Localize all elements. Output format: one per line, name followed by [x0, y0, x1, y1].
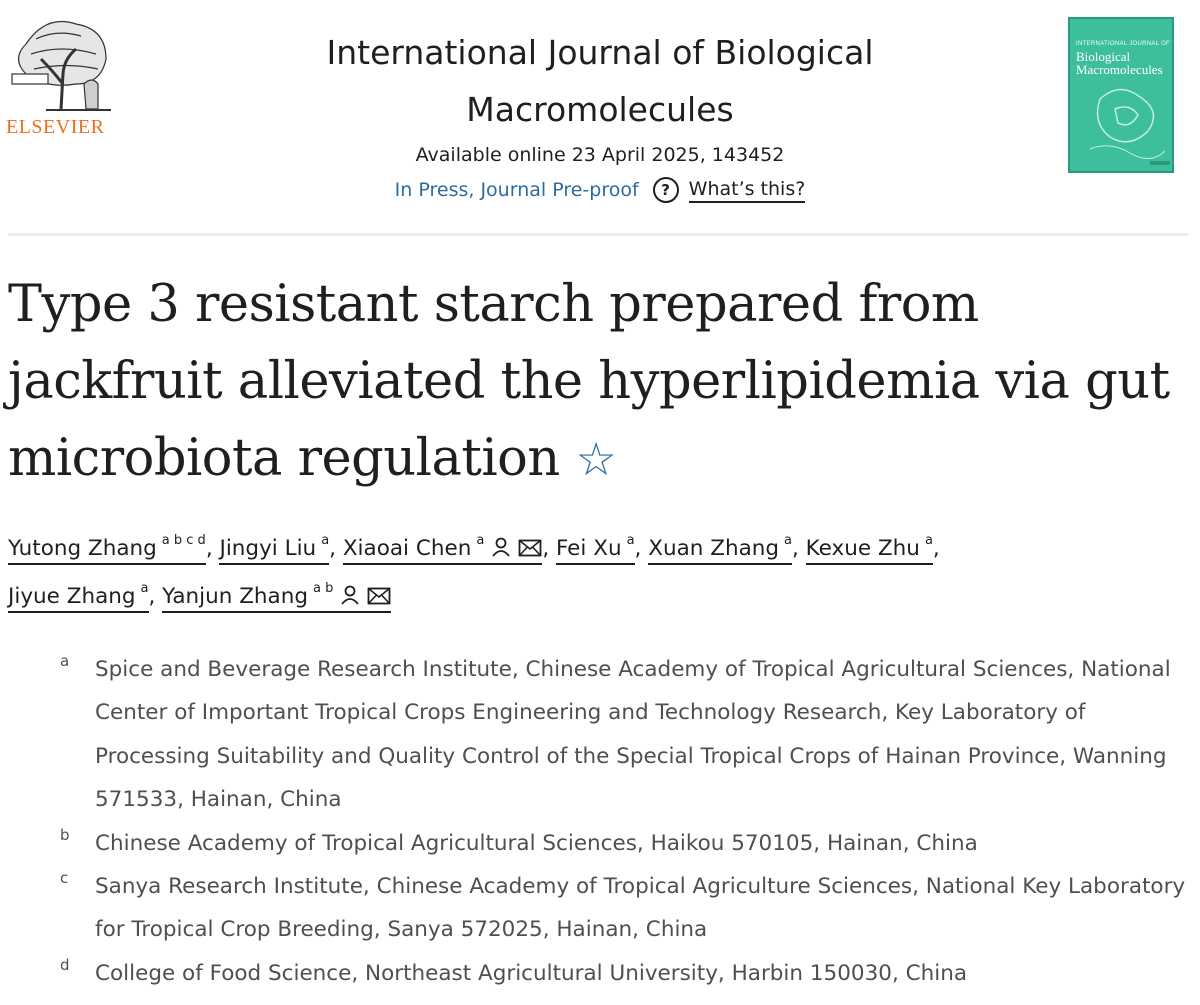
author-link[interactable]: [162, 581, 391, 613]
status-row: [220, 177, 980, 203]
author-name: Xiaoai Chen: [342, 536, 472, 562]
author-affiliation-marks: a: [140, 581, 149, 597]
elsevier-tree-icon: [6, 14, 116, 114]
journal-cover-image[interactable]: [1068, 17, 1174, 173]
article-title: [8, 266, 1188, 498]
author-name: Fei Xu: [555, 536, 622, 562]
cover-molecule-graphic: [1070, 19, 1174, 173]
affiliation-item: [60, 952, 1190, 995]
author-name: Jingyi Liu: [219, 536, 317, 562]
affiliation-text: College of Food Science, Northeast Agricultural University, Harbin 150030, China: [95, 960, 968, 986]
author-link[interactable]: [8, 533, 206, 565]
author-affiliation-marks: a: [321, 533, 330, 548]
author-name: Xuan Zhang: [648, 536, 780, 562]
whats-this-label: What’s this?: [689, 178, 806, 203]
affiliation-item: [60, 648, 1190, 822]
header-divider: [8, 233, 1188, 236]
person-icon: [490, 536, 512, 558]
star-icon[interactable]: ☆: [575, 432, 617, 486]
affiliation-label: c: [60, 869, 69, 888]
available-online-text: Available online 23 April 2025, 143452: [415, 144, 785, 166]
cover-title: Biological Macromolecules: [1076, 49, 1163, 77]
question-mark-icon: ?: [653, 177, 679, 203]
mail-icon: [518, 538, 542, 558]
author-link[interactable]: [555, 533, 635, 565]
author-affiliation-marks: a: [924, 533, 933, 548]
author-link[interactable]: [8, 581, 149, 613]
affiliation-item: [60, 865, 1190, 952]
in-press-link[interactable]: In Press, Journal Pre-proof: [394, 179, 639, 201]
affiliation-label: d: [60, 955, 70, 974]
affiliation-text: Sanya Research Institute, Chinese Academy of Tropical Agriculture Sciences, National Key Laboratory for Tropical Crop Breeding, Sanya 572025, Hainan, China: [95, 874, 1186, 943]
journal-info: [220, 24, 980, 203]
cover-small-text: INTERNATIONAL JOURNAL OF: [1076, 41, 1170, 47]
article-header: [0, 0, 1200, 232]
author-link[interactable]: [219, 533, 330, 565]
person-icon: [339, 584, 361, 606]
elsevier-logo[interactable]: [6, 14, 116, 138]
mail-icon: [367, 586, 391, 606]
affiliation-item: [60, 822, 1190, 865]
author-affiliation-marks: a: [476, 533, 485, 548]
author-affiliation-marks: a: [784, 533, 792, 548]
author-affiliation-marks: a: [626, 533, 635, 548]
article-title-text: Type 3 resistant starch prepared from jackfruit alleviated the hyperlipidemia via gut microbiota regulation: [8, 275, 1170, 488]
publisher-name: ELSEVIER: [6, 116, 105, 138]
author-name: Kexue Zhu: [805, 536, 920, 562]
affiliation-text: Chinese Academy of Tropical Agricultural Sciences, Haikou 570105, Hainan, China: [95, 830, 978, 856]
affiliation-label: a: [60, 652, 70, 670]
author-link[interactable]: [805, 533, 933, 565]
journal-title[interactable]: International Journal of Biological Macromolecules: [326, 33, 874, 129]
author-link[interactable]: [342, 533, 542, 565]
author-affiliation-marks: a b: [313, 581, 334, 597]
affiliation-label: b: [60, 825, 70, 844]
author-name: Jiyue Zhang: [8, 584, 136, 610]
author-name: Yutong Zhang: [8, 536, 157, 562]
affiliation-text: Spice and Beverage Research Institute, Chinese Academy of Tropical Agricultural Sciences, National Center of Important Tropical Crops Engineering and Technology Research, Key Laboratory of Processing Suitability and Quality Control of the Special Tropical Crops of Hainan Province, Wanning 571533, Hainan, China: [95, 657, 1171, 813]
author-name: Yanjun Zhang: [162, 584, 309, 610]
whats-this-button[interactable]: [653, 177, 806, 203]
affiliation-list: [60, 648, 1190, 995]
author-link[interactable]: [648, 533, 792, 565]
author-list: Yutong Zhang $^{a b c d}$, Jingyi Liu $^a$, Xiaoai Chen $^a$ , Fei Xu $^a$, Xuan Zhang $^a$, Kexue Zhu $^a$, Jiyue Zhang $^a$, Yanjun Zhang $^{a b}$: [8, 522, 1188, 618]
author-affiliation-marks: a b c d: [161, 533, 206, 548]
